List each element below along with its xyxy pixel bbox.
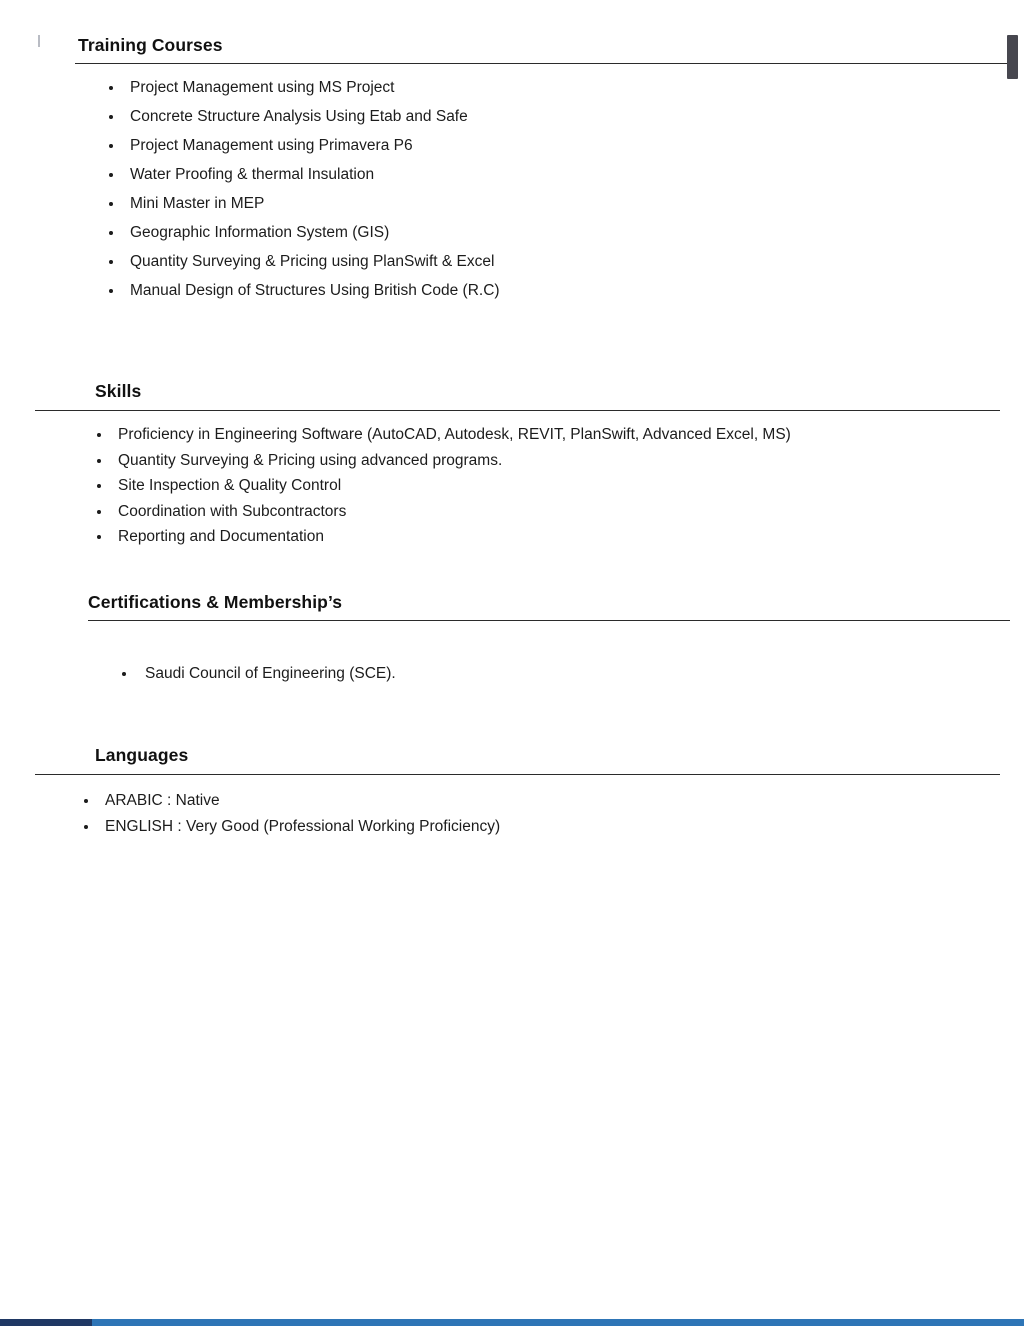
training-courses-list [124,73,1024,305]
scrollbar-thumb[interactable] [1007,35,1018,79]
languages-divider [35,774,1000,775]
list-item: • ENGLISH : Very Good (Professional Working Proficiency) [99,814,1024,840]
skills-list [112,422,1024,550]
section-certifications [0,592,1024,687]
list-item: • Project Management using Primavera P6 [124,131,1024,160]
skills-divider [35,410,1000,411]
list-item: • Manual Design of Structures Using British Code (R.C) [124,276,1024,305]
list-item: • Reporting and Documentation [112,524,1024,550]
list-item: • Water Proofing & thermal Insulation [124,160,1024,189]
list-item: • Mini Master in MEP [124,189,1024,218]
languages-title: Languages [95,744,189,765]
training-courses-title: Training Courses [78,35,223,55]
certifications-list [137,661,1024,687]
footer-accent-bar [0,1319,1024,1326]
list-item: • Project Management using MS Project [124,73,1024,102]
languages-list [99,788,1024,840]
certifications-divider [88,620,1010,621]
section-training-courses [0,35,1024,305]
list-item: • Coordination with Subcontractors [112,499,1024,525]
list-item: • Concrete Structure Analysis Using Etab and Safe [124,102,1024,131]
resume-page [0,35,1024,840]
certifications-title: Certifications & Membership’s [88,591,343,612]
section-languages [0,745,1024,840]
list-item: • Proficiency in Engineering Software (AutoCAD, Autodesk, REVIT, PlanSwift, Advanced Excel, MS) [112,422,1024,448]
skills-title: Skills [95,381,142,401]
footer-accent-bar-left-segment [0,1319,92,1326]
training-courses-divider [75,63,1010,64]
list-item: • Saudi Council of Engineering (SCE). [137,661,1024,687]
section-skills [0,381,1024,550]
list-item: • ARABIC : Native [99,788,1024,814]
list-item: • Quantity Surveying & Pricing using advanced programs. [112,448,1024,474]
page-edge-mark [38,35,40,47]
list-item: • Site Inspection & Quality Control [112,473,1024,499]
list-item: • Quantity Surveying & Pricing using PlanSwift & Excel [124,247,1024,276]
list-item: • Geographic Information System (GIS) [124,218,1024,247]
